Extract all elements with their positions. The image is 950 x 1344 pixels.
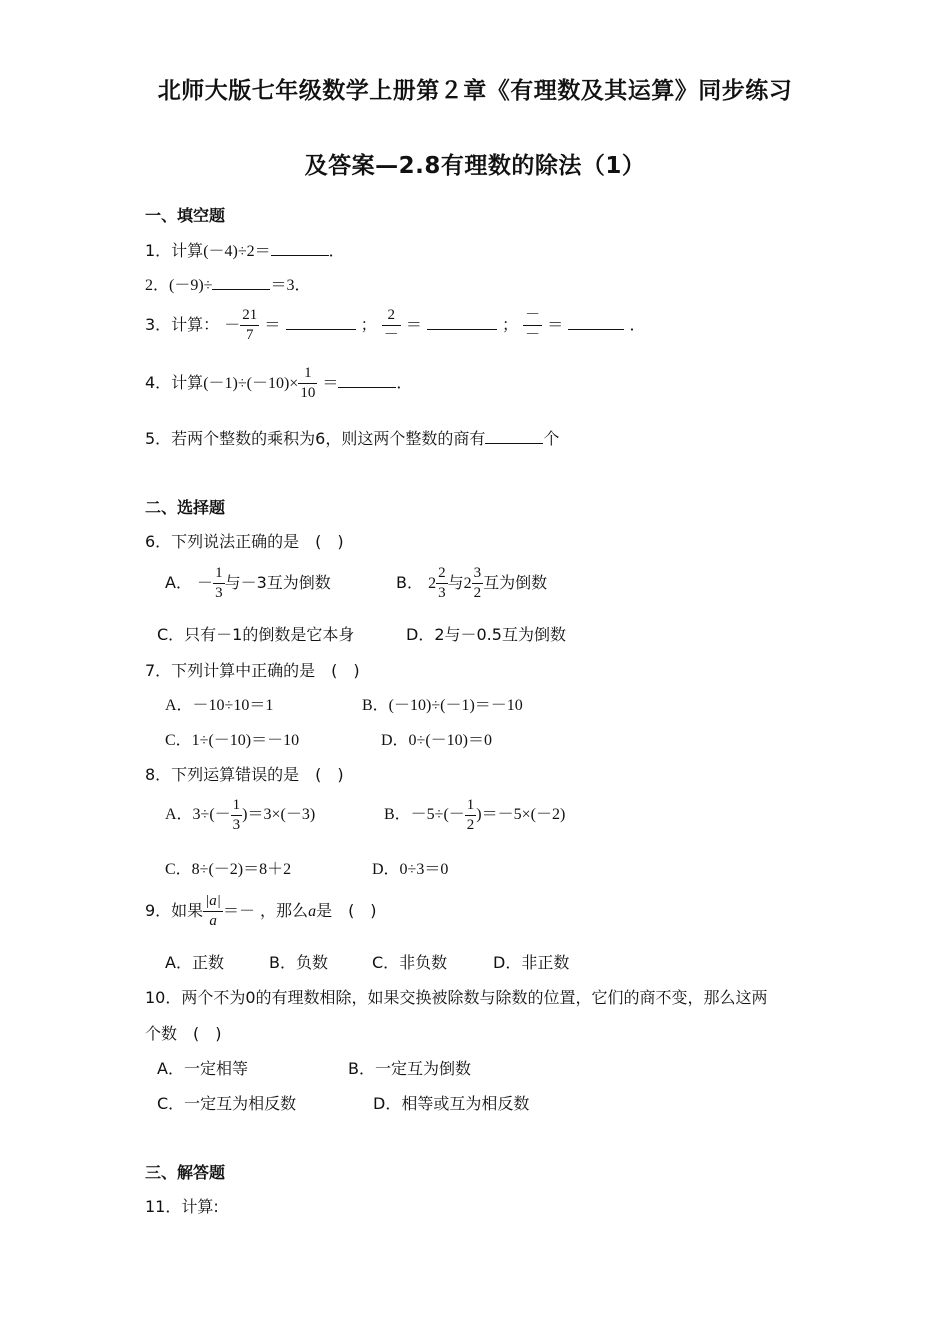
section-fill-blank: 一、填空题	[145, 206, 226, 225]
q2-prefix: 2．	[145, 277, 170, 294]
q9-post: 是 ( )	[316, 901, 377, 920]
q8-b-fraction	[465, 798, 477, 833]
q4-denominator: 10	[300, 385, 316, 401]
q6-b-num-1: 2	[436, 566, 448, 584]
q6-b-label: B．	[396, 573, 423, 592]
q3-prefix: 3．计算：	[145, 315, 220, 334]
q4-prefix: 4．计算	[145, 373, 204, 392]
q3-fraction-3	[523, 308, 542, 343]
q4-numerator: 1	[298, 366, 317, 384]
q6-option-a[interactable]	[165, 566, 331, 601]
q6-a-rest: 与－3互为倒数	[224, 573, 331, 592]
q1-end: ．	[328, 241, 345, 260]
q6-b-den-2: 2	[473, 585, 482, 601]
q6-option-d[interactable]: D．2与－0.5互为倒数	[406, 625, 566, 644]
q2-mid: ＝3．	[270, 277, 311, 294]
q7-option-a[interactable]: A．－10÷10＝1	[165, 697, 274, 714]
q3-fraction-2	[382, 308, 401, 343]
q8-b-pre: B．－5÷(－	[384, 806, 465, 824]
q3-f2-denominator: －	[383, 327, 399, 343]
q3-f1-sign: －	[224, 317, 241, 334]
q3-eq-3: ＝	[547, 317, 564, 334]
q5-answer-blank[interactable]	[485, 427, 543, 444]
q9-option-c[interactable]: C．非负数	[372, 953, 448, 972]
q3-eq-1: ＝	[264, 317, 281, 334]
q8-option-d[interactable]: D．0÷3＝0	[372, 861, 449, 878]
q8-a-denominator: 3	[232, 817, 241, 833]
q3-f2-numerator: 2	[382, 308, 401, 326]
section-solve: 三、解答题	[145, 1163, 226, 1182]
question-7-stem: 7．下列计算中正确的是 ( )	[145, 661, 360, 680]
q6-a-numerator: 1	[213, 566, 225, 584]
q4-eq: ＝	[322, 375, 339, 392]
q9-option-a[interactable]: A．正数	[165, 953, 224, 972]
q6-option-c[interactable]: C．只有－1的倒数是它本身	[157, 625, 355, 644]
q10-option-a[interactable]: A．一定相等	[157, 1059, 248, 1078]
q6-a-fraction	[213, 566, 225, 601]
q8-b-numerator: 1	[465, 798, 477, 816]
q9-mid: ，那么	[260, 901, 309, 920]
q8-a-post: )＝3×(－3)	[242, 806, 316, 824]
q7-option-c[interactable]: C．1÷(－10)＝－10	[165, 732, 300, 749]
q6-b-fraction-1	[436, 566, 448, 601]
question-2	[145, 272, 310, 295]
question-11: 11．计算:	[145, 1197, 219, 1216]
q8-a-fraction	[231, 798, 243, 833]
q8-option-a[interactable]	[165, 798, 315, 833]
q6-a-denominator: 3	[215, 585, 223, 601]
q3-answer-blank-1[interactable]	[286, 313, 356, 330]
q6-b-mid: 与	[447, 573, 464, 592]
q9-option-d[interactable]: D．非正数	[493, 953, 570, 972]
q6-a-sign: －	[197, 575, 214, 592]
q6-b-fraction-2	[472, 566, 484, 601]
q3-f3-denominator: －	[525, 327, 541, 343]
q3-answer-blank-3[interactable]	[568, 313, 624, 330]
q6-b-num-2: 3	[472, 566, 484, 584]
q3-f1-numerator: 21	[240, 308, 259, 326]
q1-expr: (－4)÷2＝	[203, 243, 271, 260]
q4-answer-blank[interactable]	[338, 371, 396, 388]
q1-answer-blank[interactable]	[271, 239, 329, 256]
q4-fraction	[298, 366, 317, 401]
q7-option-d[interactable]: D．0÷(－10)＝0	[381, 732, 492, 749]
q3-answer-blank-2[interactable]	[427, 313, 497, 330]
q9-numerator: |a|	[203, 894, 223, 912]
question-4	[145, 366, 412, 401]
q8-b-denominator: 2	[466, 817, 475, 833]
question-8-stem: 8．下列运算错误的是 ( )	[145, 765, 344, 784]
section-multiple-choice: 二、选择题	[145, 498, 226, 517]
q8-a-numerator: 1	[231, 798, 243, 816]
q8-a-pre: A．3÷(－	[165, 806, 231, 824]
question-1	[145, 238, 345, 261]
q9-var: a	[308, 903, 317, 920]
q3-f1-denominator: 7	[246, 327, 254, 343]
q9-fraction	[203, 894, 223, 929]
q4-end: ．	[396, 373, 413, 392]
page-title-line1: 北师大版七年级数学上册第２章《有理数及其运算》同步练习	[157, 78, 793, 104]
question-6-stem: 6．下列说法正确的是 ( )	[145, 532, 344, 551]
q4-expr: (－1)÷(－10)×	[203, 375, 299, 392]
page-title-line2: 及答案—2.8有理数的除法（1）	[304, 153, 646, 179]
question-10-line2: 个数 ( )	[145, 1024, 222, 1043]
q5-end: 个	[543, 429, 560, 448]
q6-b-whole-2: 2	[463, 575, 472, 592]
q10-option-b[interactable]: B．一定互为倒数	[348, 1059, 471, 1078]
q9-option-b[interactable]: B．负数	[269, 953, 328, 972]
q7-option-b[interactable]: B．(－10)÷(－1)＝－10	[362, 697, 523, 714]
q10-option-c[interactable]: C．一定互为相反数	[157, 1094, 297, 1113]
q9-eq: ＝－	[222, 903, 255, 920]
q3-f3-numerator: －	[523, 308, 542, 326]
q2-answer-blank[interactable]	[212, 273, 270, 290]
question-5	[145, 426, 559, 449]
question-10-line1: 10．两个不为0的有理数相除，如果交换被除数与除数的位置，它们的商不变，那么这两	[145, 988, 768, 1007]
q2-expr: (－9)÷	[169, 277, 213, 294]
q6-b-whole-1: 2	[428, 575, 437, 592]
q5-text: 5．若两个整数的乘积为6，则这两个整数的商有	[145, 429, 486, 448]
q9-denominator: a	[209, 913, 217, 929]
q3-eq-2: ＝	[405, 317, 422, 334]
q6-option-b[interactable]	[396, 566, 547, 601]
q8-option-c[interactable]: C．8÷(－2)＝8＋2	[165, 861, 292, 878]
q6-b-den-1: 3	[438, 585, 446, 601]
q8-option-b[interactable]	[384, 798, 565, 833]
q3-sep-1: ；	[360, 315, 377, 334]
question-9-stem	[145, 894, 377, 929]
q3-end: ．	[629, 315, 646, 334]
q6-a-label: A．	[165, 573, 192, 592]
q3-fraction-1	[240, 308, 259, 343]
q10-option-d[interactable]: D．相等或互为相反数	[373, 1094, 530, 1113]
q1-prefix: 1．计算	[145, 241, 204, 260]
q3-sep-2: ；	[502, 315, 519, 334]
q9-pre: 9．如果	[145, 901, 204, 920]
q8-b-post: )＝－5×(－2)	[476, 806, 566, 824]
q6-b-rest: 互为倒数	[483, 573, 548, 592]
question-3	[145, 308, 645, 343]
